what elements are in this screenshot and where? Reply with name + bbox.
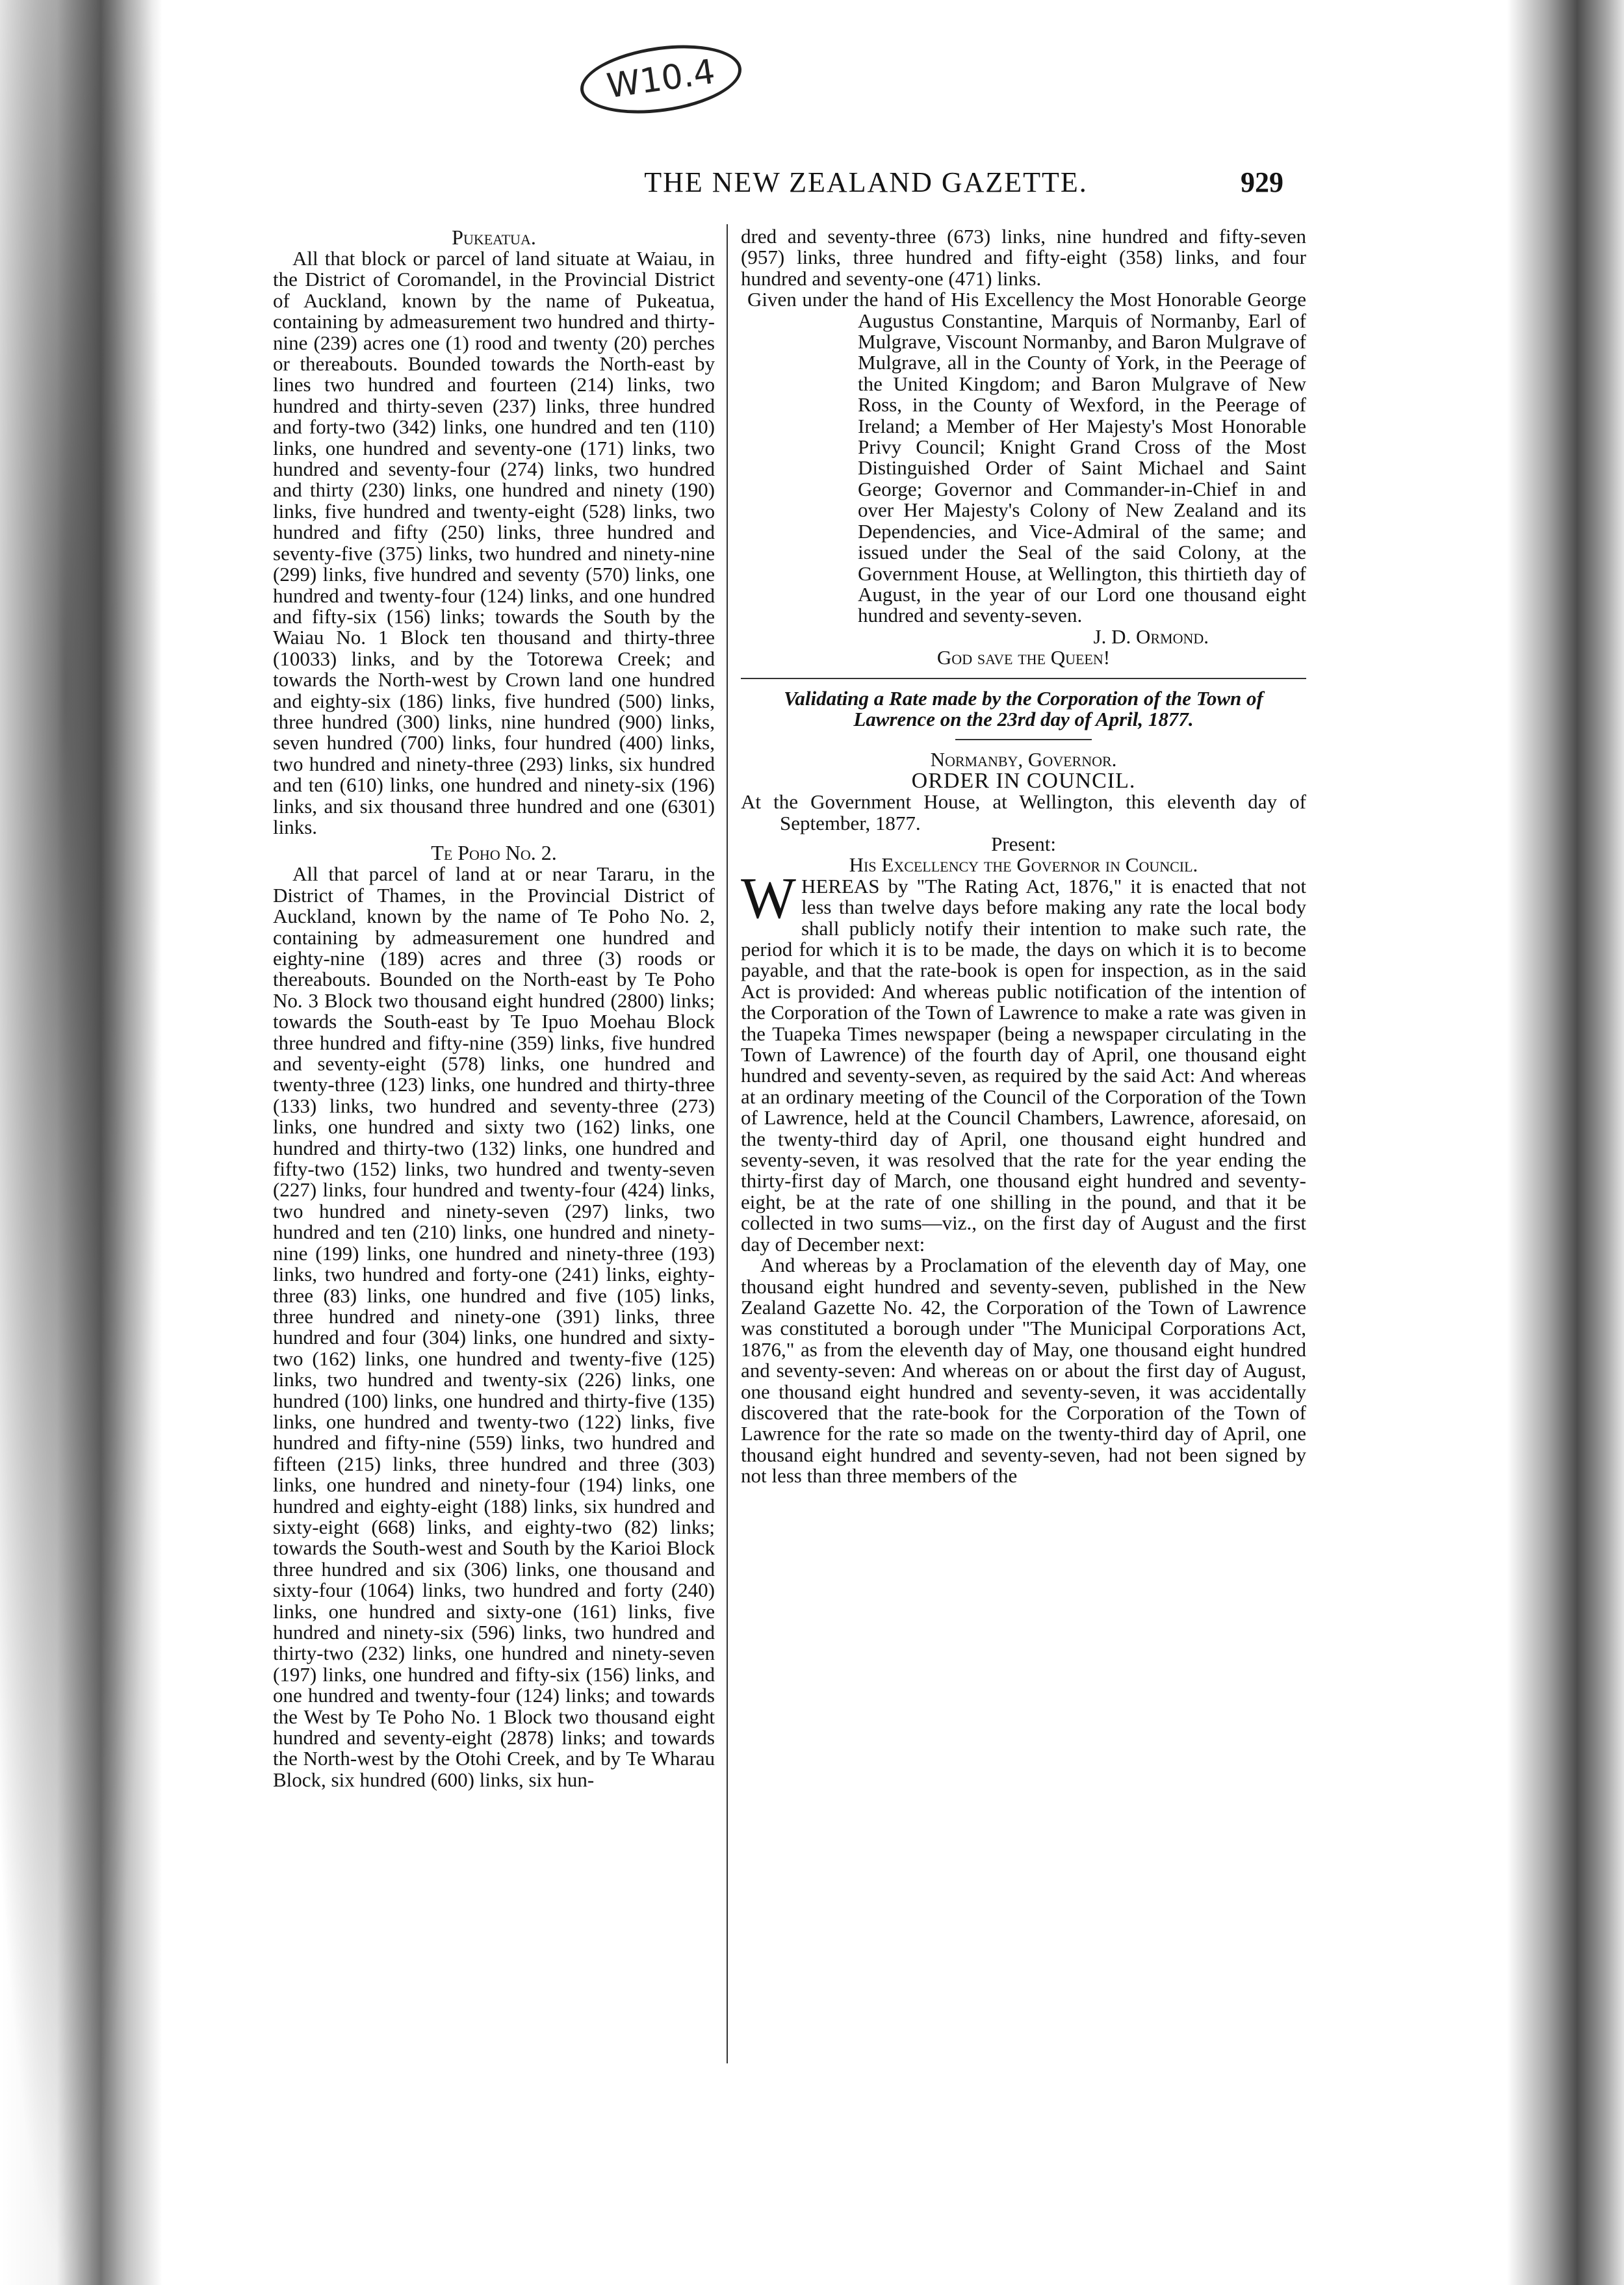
scan-shadow-right bbox=[1507, 0, 1624, 2285]
column-divider bbox=[727, 224, 728, 2063]
order-in-council-heading: ORDER IN COUNCIL. bbox=[911, 768, 1136, 793]
whereas-paragraph-2: And whereas by a Proclamation of the eleventh day of May, one thousand eight hundred and seventy-seven, published in the New Zealand Gazette No. 42, the Corporation of the Town of Lawrence was constituted a borough under "The Municipal Corporations Act, 1876," as from the eleventh day of May, one thousand eight hundred and seventy-seven: And whereas on or about the first day of August, one thousand eight hundred and seventy-seven, it was accidentally discovered that the rate-book for the Corporation of the Town of Lawrence for the rate so made on the twenty-third day of April, one thousand eight hundred and seventy-seven, had not been signed by not less than three members of the bbox=[741, 1254, 1306, 1488]
te-poho-description: All that parcel of land at or near Tararu, in the District of Thames, in the Provincial District of Auckland, known by the name of Te Poho No. 2, containing by admeasurement one hundred and eighty-nine (189) acres and three (3) roods or thereabouts. Bounded on the North-east by Te Poho No. 3 Block two thousand eight hundred (2800) links; towards the South-east by Te Ipuo Moehau Block three hundred and fifty-nine (359) links, five hundred and seventy-eight (578) links, one hundred and twenty-three (123) links, one hundred and thirty-three (133) links, two hundred and seventy-three (273) links, one hundred and sixty two (162) links, one hundred and thirty-two (132) links, one hundred and fifty-two (152) links, two hundred and twenty-seven (227) links, four hundred and twenty-four (424) links, two hundred and ninety-seven (297) links, two hundred and ten (210) links, one hundred and ninety-nine (199) links, one hundred and ninety-three (193) links, two hundred and forty-one (241) links, eighty-three (83) links, one hundred and five (105) links, three hundred and ninety-one (391) links, three hundred and four (304) links, one hundred and sixty-two (162) links, one hundred and twenty-five (125) links, two hundred and twenty-six (226) links, one hundred (100) links, one hundred and thirty-five (135) links, one hundred and twenty-two (122) links, five hundred and fifty-nine (559) links, two hundred and fifteen (215) links, three hundred and three (303) links, one hundred and ninety-four (194) links, one hundred and eighty-eight (188) links, six hundred and sixty-eight (668) links, and eighty-two (82) links; towards the South-west and South by the Karioi Block three hundred and six (306) links, one thousand and sixty-four (1064) links, two hundred and forty (240) links, one hundred and sixty-one (161) links, five hundred and ninety-six (596) links, two hundred and thirty-two (232) links, one hundred and ninety-seven (197) links, one hundred and fifty-six (156) links, and one hundred and twenty-four (124) links; and towards the West by Te Poho No. 1 Block two thousand eight hundred and seventy-eight (2878) links; and towards the North-west by the Otohi Creek, and by Te Wharau Block, six hundred (600) links, six hun- bbox=[273, 862, 715, 1791]
present-label: Present: bbox=[991, 832, 1056, 855]
scan-shadow-left bbox=[0, 0, 162, 2285]
page-number: 929 bbox=[1241, 166, 1283, 198]
archive-stamp: W10.4 bbox=[576, 36, 745, 123]
signature: J. D. Ormond. bbox=[1093, 625, 1209, 648]
pukeatua-description: All that block or parcel of land situate at Waiau, in the District of Coromandel, in the Provincial District of Auckland, known by the name of Pukeatua, containing by admeasurement two hundred and thirty-nine (239) acres one (1) rood and twenty (20) perches or thereabouts. Bounded towards the North-east by lines two hundred and fourteen (214) links, two hundred and thirty-seven (237) links, three hundred and forty-two (342) links, one hundred and ten (110) links, one hundred and seventy-one (171) links, two hundred and seventy-four (274) links, two hundred and thirty (230) links, one hundred and ninety (190) links, five hundred and twenty-eight (528) links, two hundred and fifty (250) links, three hundred and seventy-five (375) links, two hundred and ninety-nine (299) links, five hundred and seventy (570) links, one hundred and twenty-four (124) links, and one hundred and fifty-six (156) links; towards the South by the Waiau No. 1 Block ten thousand and thirty-three (10033) links, and by the Totorewa Creek; and towards the North-west by Crown land one hundred and eighty-six (186) links, five hundred (500) links, three hundred (300) links, nine hundred (900) links, seven hundred (700) links, four hundred (400) links, two hundred and ninety-three (293) links, six hundred and ten (610) links, one hundred and ninety-six (196) links, and six thousand three hundred and one (6301) links. bbox=[273, 247, 715, 838]
validating-title: Validating a Rate made by the Corporation of the Town of Lawrence on the 23rd day of April, 1877. bbox=[784, 686, 1263, 730]
god-save-the-queen: God save the Queen! bbox=[936, 646, 1111, 669]
page-header bbox=[448, 166, 1283, 205]
left-column bbox=[273, 226, 715, 1790]
section-rule bbox=[741, 678, 1306, 679]
te-poho-continuation: dred and seventy-three (673) links, nine hundred and fifty-seven (957) links, three hundred and fifty-eight (358) links, and four hundred and seventy-one (471) links. bbox=[741, 225, 1306, 290]
section-rule-2 bbox=[955, 739, 1092, 740]
governor-line: Normanby, Governor. bbox=[930, 748, 1117, 771]
at-government-house: At the Government House, at Wellington, this eleventh day of September, 1877. bbox=[741, 790, 1306, 834]
given-under-hand: Given under the hand of His Excellency the Most Honorable George Augustus Constantine, Marquis of Normanby, Earl of Mulgrave, Viscount Normanby, and Baron Mulgrave of Mulgrave, all in the County of York, in the Peerage of the United Kingdom; and Baron Mulgrave of New Ross, in the County of Wexford, in the Peerage of Ireland; a Member of Her Majesty's Most Honorable Privy Council; Knight Grand Cross of the Most Distinguished Order of Saint Michael and Saint George; Governor and Commander-in-Chief in and over Her Majesty's Colony of New Zealand and its Dependencies, and Vice-Admiral of the same; and issued under the Seal of the said Colony, at the Government House, at Wellington, this thirtieth day of August, in the year of our Lord one thousand eight hundred and seventy-seven. bbox=[747, 288, 1306, 627]
section-heading-te-poho: Te Poho No. 2. bbox=[431, 841, 557, 865]
right-column bbox=[741, 226, 1306, 1487]
gazette-title: THE NEW ZEALAND GAZETTE. bbox=[644, 166, 1088, 198]
whereas-paragraph-1: WHEREAS by "The Rating Act, 1876," it is enacted that not less than twelve days before making any rate the local body shall publicly notify their intention to make such rate, the period for which it is to be made, the days on which it is to become payable, and that the rate-book is open for inspection, as in the said Act is provided: And whereas public notification of the intention of the Corporation of the Town of Lawrence to make a rate was given in the Tuapeka Times newspaper (being a newspaper circulating in the Town of Lawrence) of the fourth day of April, one thousand eight hundred and seventy-seven, as required by the said Act: And whereas at an ordinary meeting of the Council of the Corporation of the Town of Lawrence, held at the Council Chambers, Lawrence, aforesaid, on the twenty-third day of April, one thousand eight hundred and seventy-seven, it was resolved that the rate for the year ending the thirty-first day of March, one thousand eight hundred and seventy-eight, be at the rate of one shilling in the pound, and that it be collected in two sums—viz., on the first day of August and the first day of December next: bbox=[741, 866, 1306, 1256]
excellency-in-council: His Excellency the Governor in Council. bbox=[849, 853, 1198, 877]
section-heading-pukeatua: Pukeatua. bbox=[452, 226, 536, 249]
